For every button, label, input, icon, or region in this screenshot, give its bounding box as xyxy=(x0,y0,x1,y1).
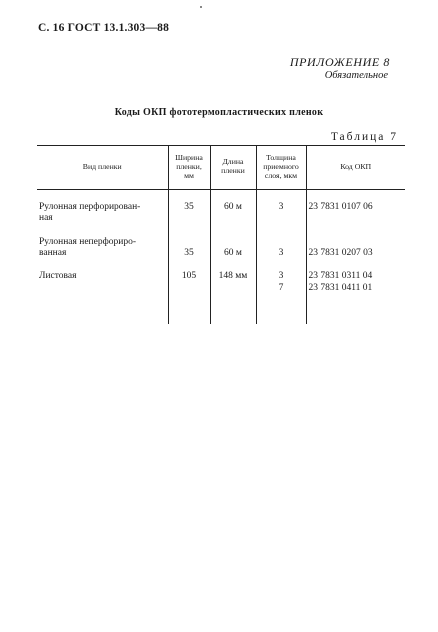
film-type-line1: Рулонная перфорирован- xyxy=(39,201,141,212)
length-cell: 148 мм xyxy=(210,271,256,294)
thickness-value: 3 xyxy=(278,271,284,282)
thickness-value-2: 7 xyxy=(278,282,284,293)
thickness-cell: 3 xyxy=(256,202,306,225)
film-type-cell xyxy=(37,202,168,225)
appendix-heading: ПРИЛОЖЕНИЕ 8 xyxy=(289,55,390,69)
film-type-line2: ванная xyxy=(39,248,67,259)
okp-codes-table-wrapper xyxy=(37,145,405,324)
film-type-line1: Листовая xyxy=(39,271,77,282)
table-header-row xyxy=(37,146,405,190)
length-cell: 60 м xyxy=(210,237,256,260)
thickness-cell xyxy=(256,271,306,294)
column-header-width: Ширина пленки, мм xyxy=(168,146,210,190)
length-cell: 60 м xyxy=(210,202,256,225)
width-cell: 105 xyxy=(168,271,210,294)
thickness-cell: 3 xyxy=(256,237,306,260)
page-reference: С. 16 ГОСТ 13.1.303—88 xyxy=(38,22,170,34)
table-row xyxy=(37,202,405,225)
okp-code-cell: 23 7831 0107 06 xyxy=(306,202,405,225)
table-spacer xyxy=(37,189,405,202)
mandatory-note: Обязательное xyxy=(324,70,388,81)
okp-code-cell: 23 7831 0207 03 xyxy=(306,237,405,260)
film-type-line1: Рулонная неперфориро- xyxy=(39,236,136,247)
film-type-cell xyxy=(37,271,168,294)
width-cell: 35 xyxy=(168,237,210,260)
table-tail xyxy=(37,294,405,324)
okp-code-value-2: 23 7831 0411 01 xyxy=(308,282,373,293)
table-spacer xyxy=(37,225,405,237)
film-type-line2: ная xyxy=(39,213,53,224)
table-row xyxy=(37,271,405,294)
okp-code-value: 23 7831 0311 04 xyxy=(308,271,373,282)
column-header-film-type: Вид пленки xyxy=(37,146,168,190)
column-header-length: Длина пленки xyxy=(210,146,256,190)
table-label: Таблица 7 xyxy=(330,131,398,143)
paper-speck xyxy=(200,6,202,8)
width-cell: 35 xyxy=(168,202,210,225)
okp-codes-table xyxy=(37,145,405,324)
table-row xyxy=(37,237,405,260)
okp-code-cell xyxy=(306,271,405,294)
film-type-cell xyxy=(37,237,168,260)
column-header-okp-code: Код ОКП xyxy=(306,146,405,190)
column-header-thickness: Толщина приемного слоя, мкм xyxy=(256,146,306,190)
table-spacer xyxy=(37,259,405,271)
document-title: Коды ОКП фототермопластических пленок xyxy=(114,107,324,118)
